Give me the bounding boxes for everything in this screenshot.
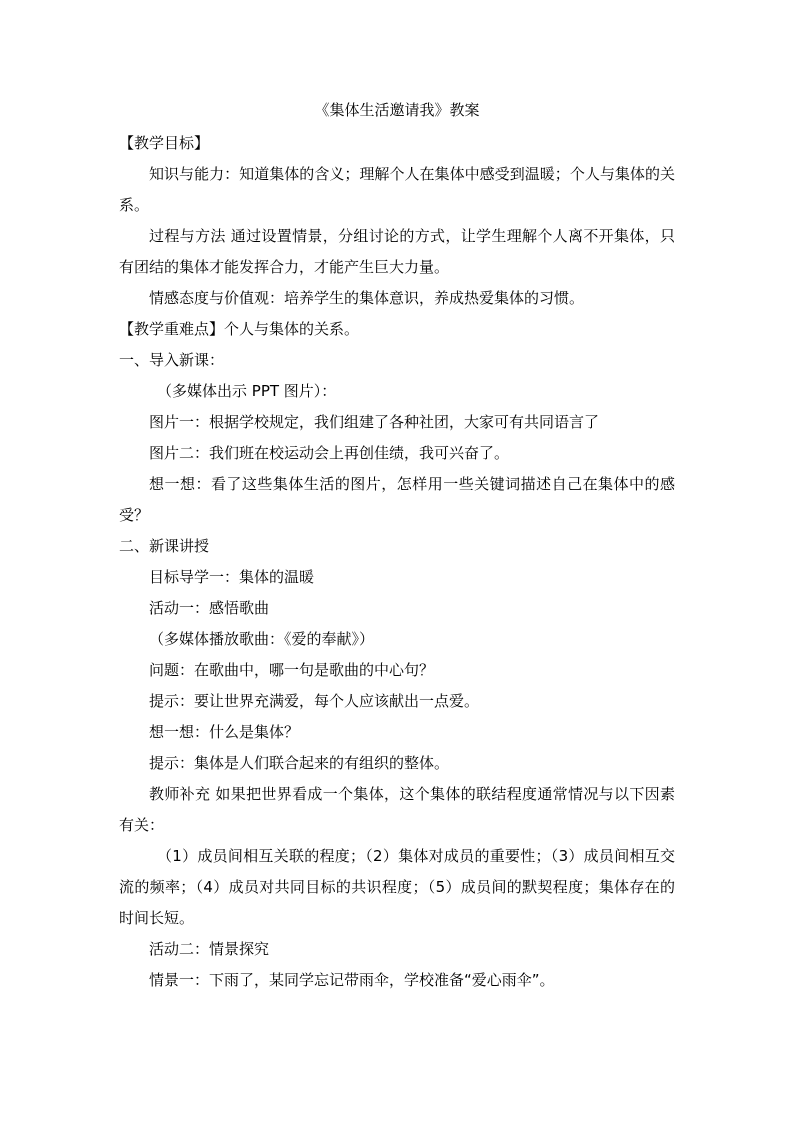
goal-process-paragraph: 过程与方法 通过设置情景，分组讨论的方式，让学生理解个人离不开集体，只有团结的集体才能发挥合力，才能产生巨大力量。 — [119, 227, 675, 276]
teaching-goal-heading: 【教学目标】 — [119, 134, 210, 152]
target-one-line: 目标导学一：集体的温暖 — [149, 568, 315, 586]
goal-emotion-paragraph: 情感态度与价值观：培养学生的集体意识，养成热爱集体的习惯。 — [149, 289, 585, 307]
key-point-line: 【教学重难点】个人与集体的关系。 — [119, 320, 360, 338]
factors-paragraph: （1）成员间相互关联的程度；（2）集体对成员的重要性；（3）成员间相互交流的频率；（4）成员对共同目标的共识程度；（5）成员间的默契程度；集体存在的时间长短。 — [119, 847, 675, 927]
hint-one-line: 提示：要让世界充满爱，每个人应该献出一点爱。 — [149, 692, 480, 710]
think-one-paragraph: 想一想：看了这些集体生活的图片，怎样用一些关键词描述自己在集体中的感受？ — [119, 475, 675, 524]
multimedia-song-line: （多媒体播放歌曲：《爱的奉献》） — [149, 630, 375, 648]
part-two-heading: 二、新课讲授 — [119, 537, 210, 555]
document-title: 《集体生活邀请我》教案 — [314, 101, 480, 119]
document-body — [119, 98, 675, 996]
activity-one-line: 活动一：感悟歌曲 — [149, 599, 270, 617]
activity-two-line: 活动二：情景探究 — [149, 940, 270, 958]
picture-two-line: 图片二：我们班在校运动会上再创佳绩，我可兴奋了。 — [149, 444, 510, 462]
goal-knowledge-paragraph: 知识与能力：知道集体的含义；理解个人在集体中感受到温暖；个人与集体的关系。 — [119, 165, 675, 214]
hint-two-line: 提示：集体是人们联合起来的有组织的整体。 — [149, 754, 450, 772]
think-two-line: 想一想：什么是集体？ — [149, 723, 300, 741]
multimedia-ppt-line: （多媒体出示 PPT 图片）： — [157, 382, 337, 400]
part-one-heading: 一、导入新课： — [119, 351, 225, 369]
question-one-line: 问题：在歌曲中，哪一句是歌曲的中心句？ — [149, 661, 435, 679]
picture-one-line: 图片一：根据学校规定，我们组建了各种社团，大家可有共同语言了 — [149, 413, 600, 431]
teacher-note-paragraph: 教师补充 如果把世界看成一个集体，这个集体的联结程度通常情况与以下因素有关： — [119, 785, 675, 834]
scenario-one-line: 情景一：下雨了，某同学忘记带雨伞，学校准备“爱心雨伞”。 — [149, 971, 555, 989]
